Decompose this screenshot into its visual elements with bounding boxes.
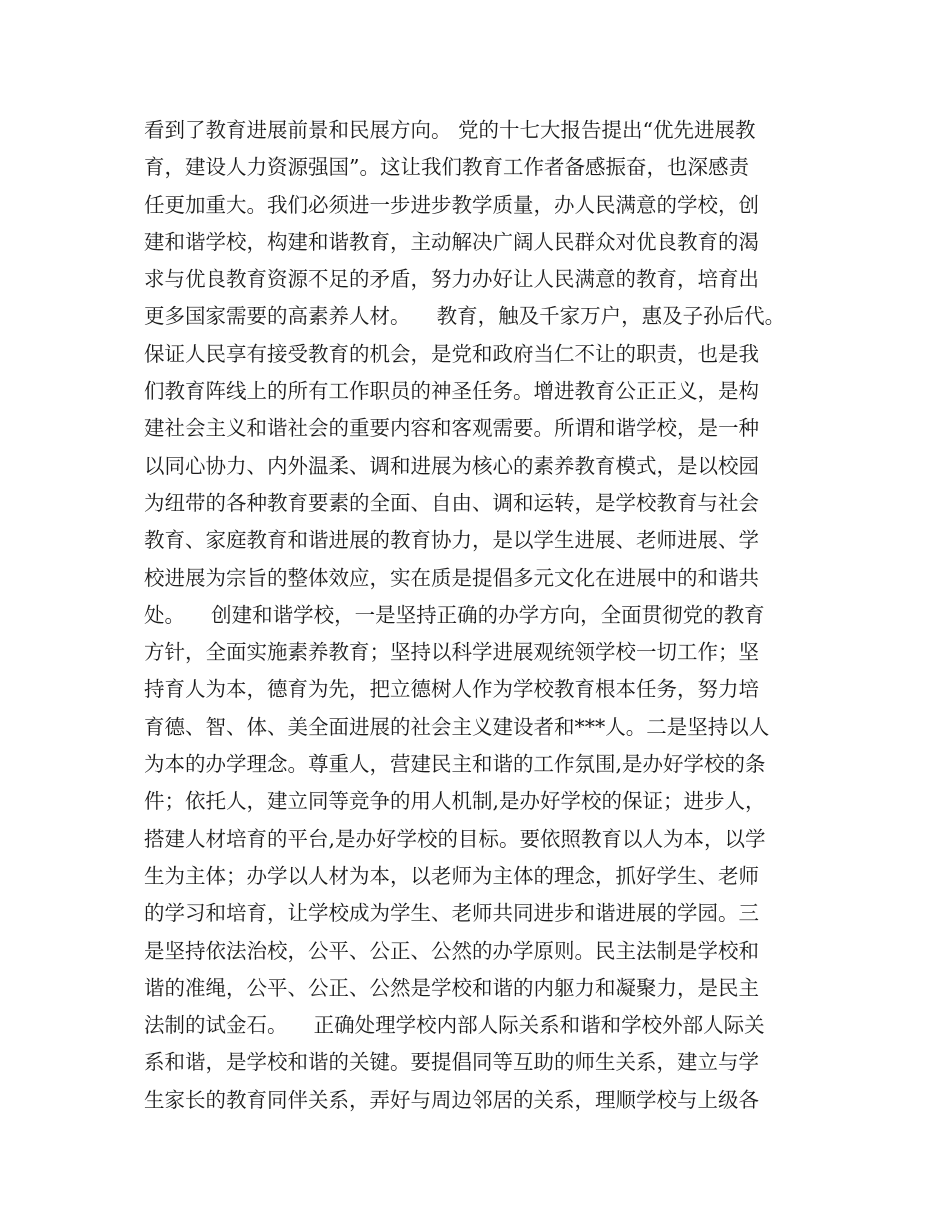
text-line-7: 保证人民享有接受教育的机会，是党和政府当仁不让的职责，也是我 bbox=[144, 341, 759, 366]
text-line-14: 处。 创建和谐学校，一是坚持正确的办学方向，全面贯彻党的教育 bbox=[144, 602, 765, 627]
text-line-25: 法制的试金石。 正确处理学校内部人际关系和谐和学校外部人际关 bbox=[144, 1013, 765, 1038]
text-line-23: 是坚持依法治校，公平、公正、公然的办学原则。民主法制是学校和 bbox=[144, 938, 759, 963]
document-body-text bbox=[144, 112, 814, 1119]
text-line-20: 搭建人材培育的平台,是办好学校的目标。要依照教育以人为本，以学 bbox=[144, 826, 766, 851]
text-line-17: 育德、智、体、美全面进展的社会主义建设者和***人。二是坚持以人 bbox=[144, 714, 770, 739]
text-line-8: 们教育阵线上的所有工作职员的神圣任务。增进教育公正正义，是构 bbox=[144, 379, 759, 404]
text-line-15: 方针，全面实施素养教育；坚持以科学进展观统领学校一切工作；坚 bbox=[144, 640, 759, 665]
text-line-21: 生为主体；办学以人材为本，以老师为主体的理念，抓好学生、老师 bbox=[144, 863, 759, 888]
text-line-5: 求与优良教育资源不足的矛盾，努力办好让人民满意的教育，培育出 bbox=[144, 267, 759, 292]
text-line-24: 谐的准绳，公平、公正、公然是学校和谐的内躯力和凝聚力，是民主 bbox=[144, 975, 759, 1000]
text-line-26: 系和谐，是学校和谐的关键。要提倡同等互助的师生关系，建立与学 bbox=[144, 1050, 759, 1075]
text-line-22: 的学习和培育，让学校成为学生、老师共同进步和谐进展的学园。三 bbox=[144, 901, 759, 926]
text-line-12: 教育、家庭教育和谐进展的教育协力，是以学生进展、老师进展、学 bbox=[144, 528, 759, 553]
text-line-2: 育，建设人力资源强国”。这让我们教育工作者备感振奋，也深感责 bbox=[144, 155, 749, 180]
text-line-16: 持育人为本，德育为先，把立德树人作为学校教育根本任务，努力培 bbox=[144, 677, 759, 702]
text-line-3: 任更加重大。我们必须进一步进步教学质量，办人民满意的学校，创 bbox=[144, 192, 759, 217]
text-line-13: 校进展为宗旨的整体效应，实在质是提倡多元文化在进展中的和谐共 bbox=[144, 565, 759, 590]
text-line-11: 为纽带的各种教育要素的全面、自由、调和运转，是学校教育与社会 bbox=[144, 490, 759, 515]
text-line-27: 生家长的教育同伴关系，弄好与周边邻居的关系，理顺学校与上级各 bbox=[144, 1087, 759, 1112]
text-line-10: 以同心协力、内外温柔、调和进展为核心的素养教育模式，是以校园 bbox=[144, 453, 759, 478]
text-line-18: 为本的办学理念。尊重人，营建民主和谐的工作氛围,是办好学校的条 bbox=[144, 752, 766, 777]
text-line-1: 看到了教育进展前景和民展方向。 党的十七大报告提出“优先进展教 bbox=[144, 118, 756, 142]
text-line-4: 建和谐学校，构建和谐教育，主动解决广阔人民群众对优良教育的渴 bbox=[144, 229, 759, 254]
text-line-19: 件；依托人，建立同等竞争的用人机制,是办好学校的保证；进步人， bbox=[144, 789, 766, 814]
text-line-9: 建社会主义和谐社会的重要内容和客观需要。所谓和谐学校，是一种 bbox=[144, 416, 759, 441]
text-line-6: 更多国家需要的高素养人材。 教育，触及千家万户，惠及子孙后代。 bbox=[144, 304, 786, 329]
